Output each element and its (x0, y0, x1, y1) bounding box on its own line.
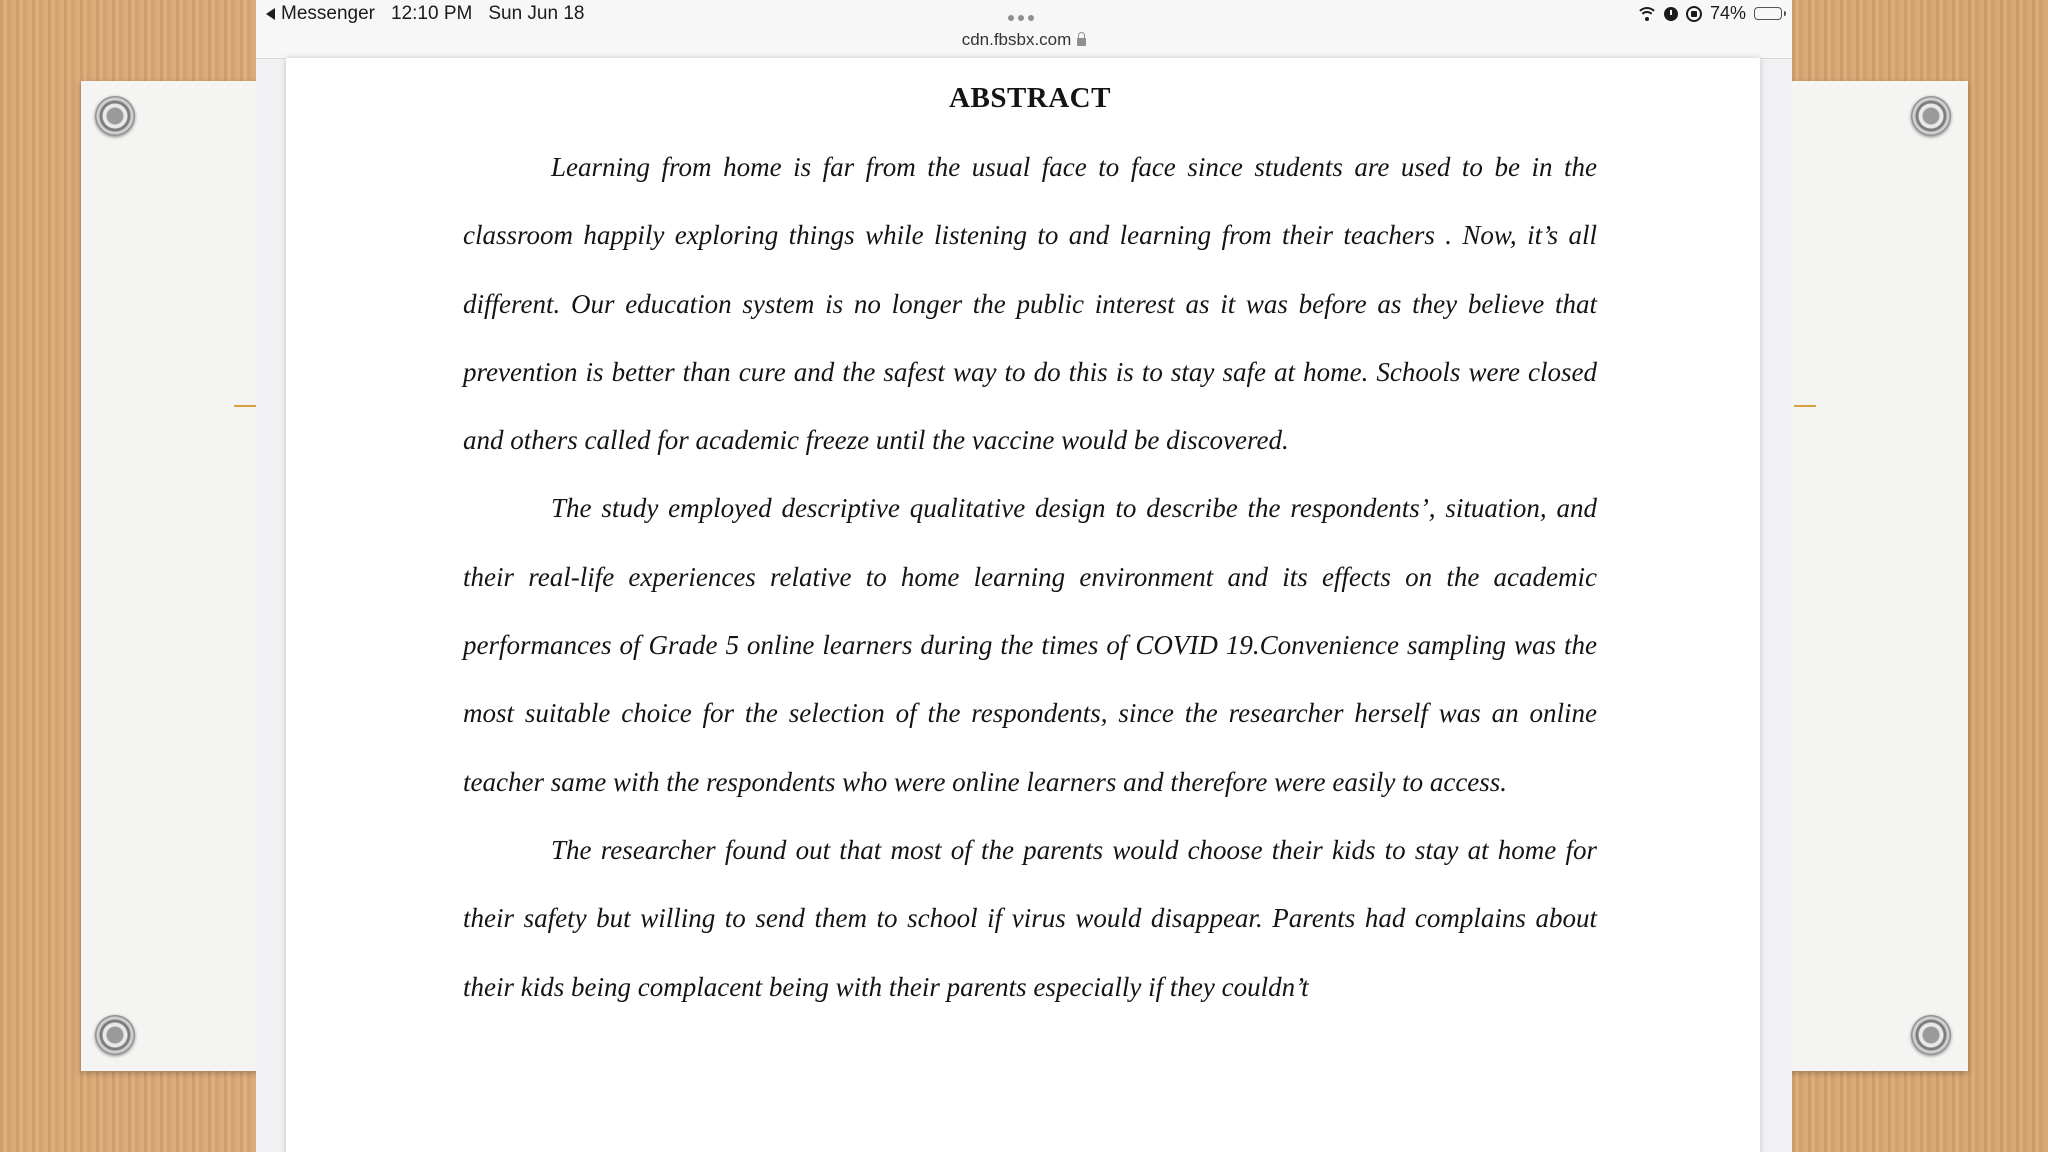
paragraph-1: Learning from home is far from the usual face to face since students are used to be in the classroom happily exploring things while listening to and learning from their teachers . Now, it’s all different. Our education system is no longer the public interest as it was before as they believe that prevention is better than cure and the safest way to do this is to stay safe at home. Schools were closed and others called for academic freeze until the vaccine would be discovered. (463, 152, 1597, 456)
alarm-icon (1664, 7, 1678, 21)
status-time: 12:10 PM (391, 3, 473, 24)
grommet-icon (1911, 96, 1951, 136)
paragraph-2: The study employed descriptive qualitative design to describe the respondents’, situation, and their real-life experiences relative to home learning environment and its effects on the academic performances of Grade 5 online learners during the times of COVID 19.Convenience sampling was the most suitable choice for the selection of the respondents, since the researcher herself was an online teacher same with the respondents who were online learners and therefore were easily to access. (463, 493, 1597, 797)
background-board-right (1788, 81, 1968, 1071)
document-page (286, 58, 1760, 1152)
back-to-app-button[interactable] (266, 3, 375, 25)
document-content (463, 82, 1597, 1021)
wifi-icon (1638, 7, 1656, 21)
back-app-label: Messenger (281, 3, 375, 24)
url-text: cdn.fbsbx.com (961, 30, 1072, 49)
status-date: Sun Jun 18 (488, 3, 585, 24)
multitasking-dots-icon[interactable] (1008, 15, 1034, 21)
tablet-screen (256, 0, 1792, 1152)
lock-icon (1077, 38, 1086, 46)
status-right (1638, 3, 1782, 24)
background-board-left (81, 81, 261, 1071)
board-tick-mark (1794, 405, 1816, 407)
grommet-icon (95, 96, 135, 136)
grommet-icon (95, 1015, 135, 1055)
address-bar[interactable] (256, 30, 1792, 50)
paragraph-3: The researcher found out that most of the parents would choose their kids to stay at home for their safety but willing to send them to school if virus would disappear. Parents had complains about their kids being complacent being with their parents especially if they couldn’t (463, 834, 1597, 1002)
board-tick-mark (234, 405, 256, 407)
status-left (266, 3, 584, 25)
battery-percent: 74% (1709, 3, 1746, 23)
back-arrow-icon (266, 8, 275, 20)
status-bar (256, 0, 1792, 59)
document-title: ABSTRACT (949, 82, 1111, 114)
rotation-lock-icon (1686, 6, 1702, 22)
grommet-icon (1911, 1015, 1951, 1055)
battery-icon (1754, 7, 1782, 20)
